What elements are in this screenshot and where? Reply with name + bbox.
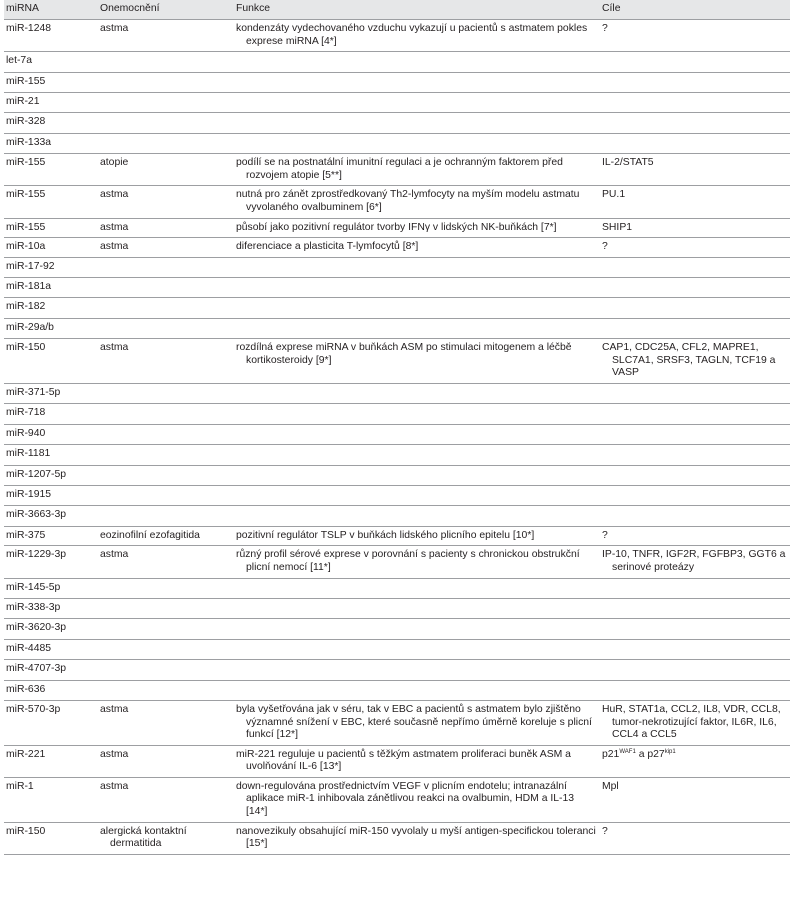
cell-targets [600, 598, 790, 618]
cell-function: byla vyšetřována jak v séru, tak v EBC a pacientů s astmatem bylo zjištěno významné snížení v EBC, které současně nepřímo úměrně koreluje s plicní funkcí [12*] [234, 700, 600, 745]
table-row [4, 445, 790, 465]
cell-disease [98, 257, 234, 277]
cell-disease [98, 619, 234, 639]
cell-mirna: miR-4707-3p [4, 660, 98, 680]
header-targets: Cíle [600, 0, 790, 20]
cell-function: down-regulována prostřednictvím VEGF v plicním endotelu; intranazální aplikace miR-1 inhibovala zánětlivou reakci na ovalbumin, HDM a IL-13 [14*] [234, 777, 600, 822]
table-body [4, 20, 790, 855]
cell-disease [98, 486, 234, 506]
cell-mirna: miR-3663-3p [4, 506, 98, 526]
cell-targets [600, 506, 790, 526]
table-row [4, 52, 790, 72]
cell-mirna: miR-570-3p [4, 700, 98, 745]
cell-disease: atopie [98, 154, 234, 186]
cell-targets: ? [600, 526, 790, 546]
cell-disease [98, 113, 234, 133]
cell-disease [98, 278, 234, 298]
cell-targets [600, 257, 790, 277]
table-row [4, 257, 790, 277]
cell-mirna: miR-10a [4, 238, 98, 258]
cell-function [234, 578, 600, 598]
table-row [4, 154, 790, 186]
cell-targets: Mpl [600, 777, 790, 822]
cell-mirna: miR-29a/b [4, 318, 98, 338]
cell-disease [98, 52, 234, 72]
cell-mirna: miR-1181 [4, 445, 98, 465]
cell-targets [600, 113, 790, 133]
cell-disease [98, 660, 234, 680]
table-row [4, 526, 790, 546]
cell-disease: astma [98, 546, 234, 578]
cell-targets [600, 486, 790, 506]
cell-mirna: miR-4485 [4, 639, 98, 659]
cell-targets: ? [600, 822, 790, 854]
cell-targets: IL-2/STAT5 [600, 154, 790, 186]
cell-function [234, 660, 600, 680]
table-row [4, 186, 790, 218]
cell-disease: astma [98, 700, 234, 745]
cell-function [234, 598, 600, 618]
cell-function [234, 404, 600, 424]
cell-function [234, 257, 600, 277]
cell-mirna: miR-155 [4, 72, 98, 92]
cell-mirna: miR-155 [4, 218, 98, 238]
cell-mirna: miR-328 [4, 113, 98, 133]
table-row [4, 639, 790, 659]
cell-targets [600, 424, 790, 444]
cell-function [234, 424, 600, 444]
cell-function [234, 278, 600, 298]
table-row [4, 113, 790, 133]
cell-function [234, 445, 600, 465]
cell-disease [98, 404, 234, 424]
table-row [4, 486, 790, 506]
cell-disease: astma [98, 777, 234, 822]
cell-mirna: miR-338-3p [4, 598, 98, 618]
cell-disease [98, 680, 234, 700]
cell-disease: eozinofilní ezofagitida [98, 526, 234, 546]
table-row [4, 133, 790, 153]
cell-targets [600, 52, 790, 72]
cell-mirna: miR-182 [4, 298, 98, 318]
cell-mirna: miR-1207-5p [4, 465, 98, 485]
cell-mirna: miR-1 [4, 777, 98, 822]
cell-mirna: let-7a [4, 52, 98, 72]
cell-disease [98, 598, 234, 618]
target-and: a [638, 748, 645, 760]
table-row [4, 700, 790, 745]
table-row [4, 578, 790, 598]
cell-mirna: miR-940 [4, 424, 98, 444]
target-p27: p27 [647, 748, 665, 760]
cell-targets: CAP1, CDC25A, CFL2, MAPRE1, SLC7A1, SRSF3, TAGLN, TCF19 a VASP [600, 339, 790, 384]
cell-targets [600, 639, 790, 659]
cell-function: nanovezikuly obsahující miR-150 vyvolaly u myší antigen-specifickou toleranci [15*] [234, 822, 600, 854]
cell-targets [600, 72, 790, 92]
table-row [4, 384, 790, 404]
cell-targets: HuR, STAT1a, CCL2, IL8, VDR, CCL8, tumor-nekrotizující faktor, IL6R, IL6, CCL4 a CCL5 [600, 700, 790, 745]
cell-function: miR-221 reguluje u pacientů s těžkým astmatem proliferaci buněk ASM a uvolňování IL-6 [13*] [234, 745, 600, 777]
cell-disease [98, 639, 234, 659]
cell-disease: astma [98, 218, 234, 238]
cell-function [234, 619, 600, 639]
table-row [4, 20, 790, 52]
table-row [4, 218, 790, 238]
cell-function [234, 113, 600, 133]
cell-disease: alergická kontaktní dermatitida [98, 822, 234, 854]
cell-function [234, 318, 600, 338]
table-row [4, 318, 790, 338]
cell-disease [98, 384, 234, 404]
table-row [4, 745, 790, 777]
mirna-table-wrapper [4, 0, 790, 855]
cell-function [234, 639, 600, 659]
cell-targets: SHIP1 [600, 218, 790, 238]
cell-function [234, 384, 600, 404]
table-row [4, 598, 790, 618]
cell-targets [600, 445, 790, 465]
cell-mirna: miR-150 [4, 339, 98, 384]
cell-function [234, 465, 600, 485]
table-row [4, 777, 790, 822]
cell-disease [98, 298, 234, 318]
table-row [4, 92, 790, 112]
cell-mirna: miR-375 [4, 526, 98, 546]
cell-function [234, 486, 600, 506]
header-disease: Onemocnění [98, 0, 234, 20]
cell-function: nutná pro zánět zprostředkovaný Th2-lymfocyty na myším modelu astmatu vyvolaného ovalbuminem [6*] [234, 186, 600, 218]
cell-targets: PU.1 [600, 186, 790, 218]
cell-function [234, 133, 600, 153]
header-mirna: miRNA [4, 0, 98, 20]
cell-function [234, 680, 600, 700]
table-row [4, 72, 790, 92]
cell-targets [600, 745, 790, 777]
cell-targets: ? [600, 20, 790, 52]
cell-targets [600, 318, 790, 338]
cell-mirna: miR-150 [4, 822, 98, 854]
cell-function: působí jako pozitivní regulátor tvorby IFNγ v lidských NK-buňkách [7*] [234, 218, 600, 238]
cell-mirna: miR-221 [4, 745, 98, 777]
table-row [4, 424, 790, 444]
header-function: Funkce [234, 0, 600, 20]
cell-function: kondenzáty vydechovaného vzduchu vykazují u pacientů s astmatem pokles exprese miRNA [4*] [234, 20, 600, 52]
cell-mirna: miR-636 [4, 680, 98, 700]
cell-function: různý profil sérové exprese v porovnání s pacienty s chronickou obstrukční plicní nemocí [11*] [234, 546, 600, 578]
cell-targets [600, 298, 790, 318]
table-row [4, 278, 790, 298]
cell-function: pozitivní regulátor TSLP v buňkách lidského plicního epitelu [10*] [234, 526, 600, 546]
cell-function [234, 298, 600, 318]
table-row [4, 619, 790, 639]
target-p21: p21 [602, 748, 620, 760]
cell-disease [98, 445, 234, 465]
table-row [4, 339, 790, 384]
cell-function [234, 506, 600, 526]
table-row [4, 822, 790, 854]
cell-disease [98, 465, 234, 485]
cell-mirna: miR-133a [4, 133, 98, 153]
cell-targets: IP-10, TNFR, IGF2R, FGFBP3, GGT6 a serinové proteázy [600, 546, 790, 578]
cell-disease: astma [98, 238, 234, 258]
table-row [4, 465, 790, 485]
cell-targets [600, 619, 790, 639]
cell-targets: ? [600, 238, 790, 258]
cell-targets [600, 680, 790, 700]
cell-function: podílí se na postnatální imunitní regulaci a je ochranným faktorem před rozvojem atopie [5**] [234, 154, 600, 186]
cell-targets [600, 465, 790, 485]
cell-disease [98, 318, 234, 338]
table-row [4, 546, 790, 578]
cell-mirna: miR-718 [4, 404, 98, 424]
cell-mirna: miR-21 [4, 92, 98, 112]
table-row [4, 506, 790, 526]
table-row [4, 680, 790, 700]
cell-disease: astma [98, 186, 234, 218]
cell-function: rozdílná exprese miRNA v buňkách ASM po stimulaci mitogenem a léčbě kortikosteroidy [9*] [234, 339, 600, 384]
cell-disease: astma [98, 20, 234, 52]
cell-mirna: miR-155 [4, 154, 98, 186]
target-p21-superscript: WAF1 [619, 748, 636, 755]
cell-mirna: miR-1248 [4, 20, 98, 52]
cell-mirna: miR-3620-3p [4, 619, 98, 639]
table-row [4, 404, 790, 424]
cell-disease [98, 506, 234, 526]
mirna-table [4, 0, 790, 855]
target-p27-superscript: kip1 [664, 748, 676, 755]
cell-disease [98, 424, 234, 444]
table-row [4, 238, 790, 258]
cell-targets [600, 278, 790, 298]
table-header-row [4, 0, 790, 20]
cell-disease: astma [98, 339, 234, 384]
table-row [4, 660, 790, 680]
cell-mirna: miR-1229-3p [4, 546, 98, 578]
cell-targets [600, 384, 790, 404]
cell-function: diferenciace a plasticita T-lymfocytů [8*] [234, 238, 600, 258]
cell-disease [98, 578, 234, 598]
cell-targets [600, 133, 790, 153]
cell-mirna: miR-17-92 [4, 257, 98, 277]
cell-mirna: miR-155 [4, 186, 98, 218]
cell-mirna: miR-181a [4, 278, 98, 298]
cell-targets [600, 404, 790, 424]
cell-targets [600, 92, 790, 112]
cell-disease [98, 92, 234, 112]
cell-mirna: miR-371-5p [4, 384, 98, 404]
cell-function [234, 92, 600, 112]
cell-targets [600, 578, 790, 598]
cell-mirna: miR-145-5p [4, 578, 98, 598]
cell-mirna: miR-1915 [4, 486, 98, 506]
table-row [4, 298, 790, 318]
cell-disease [98, 133, 234, 153]
cell-disease [98, 72, 234, 92]
cell-disease: astma [98, 745, 234, 777]
cell-function [234, 72, 600, 92]
cell-targets [600, 660, 790, 680]
cell-function [234, 52, 600, 72]
